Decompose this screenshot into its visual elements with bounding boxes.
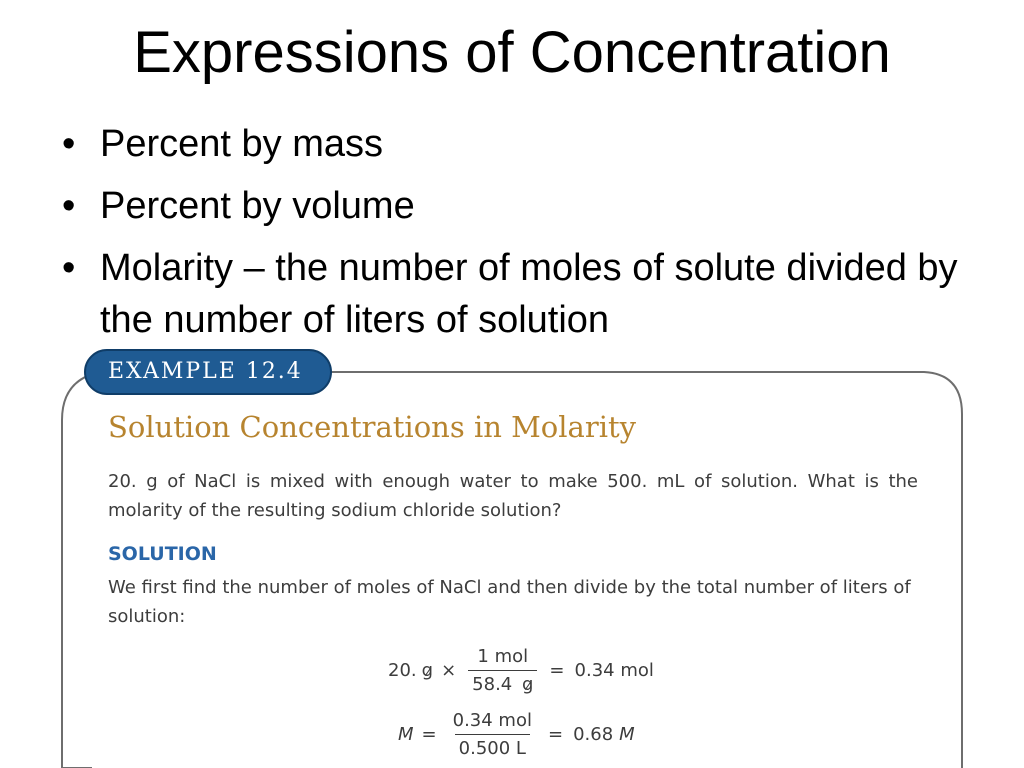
times-symbol: × xyxy=(441,660,457,681)
solution-heading: SOLUTION xyxy=(108,543,217,565)
slide-title: Expressions of Concentration xyxy=(133,20,891,85)
eq1-lhs-unit-cancelled: g xyxy=(421,660,434,681)
equation-moles xyxy=(388,646,654,695)
eq2-denominator: 0.500 L xyxy=(455,734,530,759)
eq1-numerator: 1 mol xyxy=(477,646,529,667)
eq2-result-value: 0.68 xyxy=(573,724,614,745)
bullet-icon: • xyxy=(62,123,76,165)
eq1-denominator xyxy=(468,670,537,695)
eq2-numerator: 0.34 mol xyxy=(452,710,532,731)
eq1-result: 0.34 mol xyxy=(574,660,654,681)
equals-symbol: = xyxy=(547,724,564,745)
bullet-list xyxy=(62,118,962,356)
bullet-item xyxy=(62,118,962,170)
equals-symbol: = xyxy=(421,724,437,745)
eq1-denominator-value: 58.4 xyxy=(472,674,513,695)
eq2-result-unit: M xyxy=(619,724,635,745)
equals-symbol: = xyxy=(549,660,565,681)
bullet-item xyxy=(62,180,962,232)
eq2-fraction xyxy=(449,710,536,759)
solution-text: We first find the number of moles of NaCl and then divide by the total number of liters of solution: xyxy=(108,577,911,627)
example-title: Solution Concentrations in Molarity xyxy=(108,410,637,444)
bullet-text: Percent by mass xyxy=(100,123,383,165)
equation-molarity xyxy=(398,710,635,759)
eq1-fraction xyxy=(468,646,537,695)
eq1-lhs-value: 20. xyxy=(388,660,417,681)
eq1-denominator-unit-cancelled: g xyxy=(521,674,534,695)
bullet-item xyxy=(62,242,962,346)
problem-statement: 20. g of NaCl is mixed with enough water to make 500. mL of solution. What is the molarity of the resulting sodium chloride solution? xyxy=(108,471,918,521)
bullet-text: Molarity – the number of moles of solute divided by the number of liters of solution xyxy=(100,247,958,341)
bullet-icon: • xyxy=(62,247,76,289)
eq2-lhs: M xyxy=(398,724,414,745)
example-label: EXAMPLE 12.4 xyxy=(84,349,332,395)
bullet-icon: • xyxy=(62,185,76,227)
bullet-text: Percent by volume xyxy=(100,185,415,227)
